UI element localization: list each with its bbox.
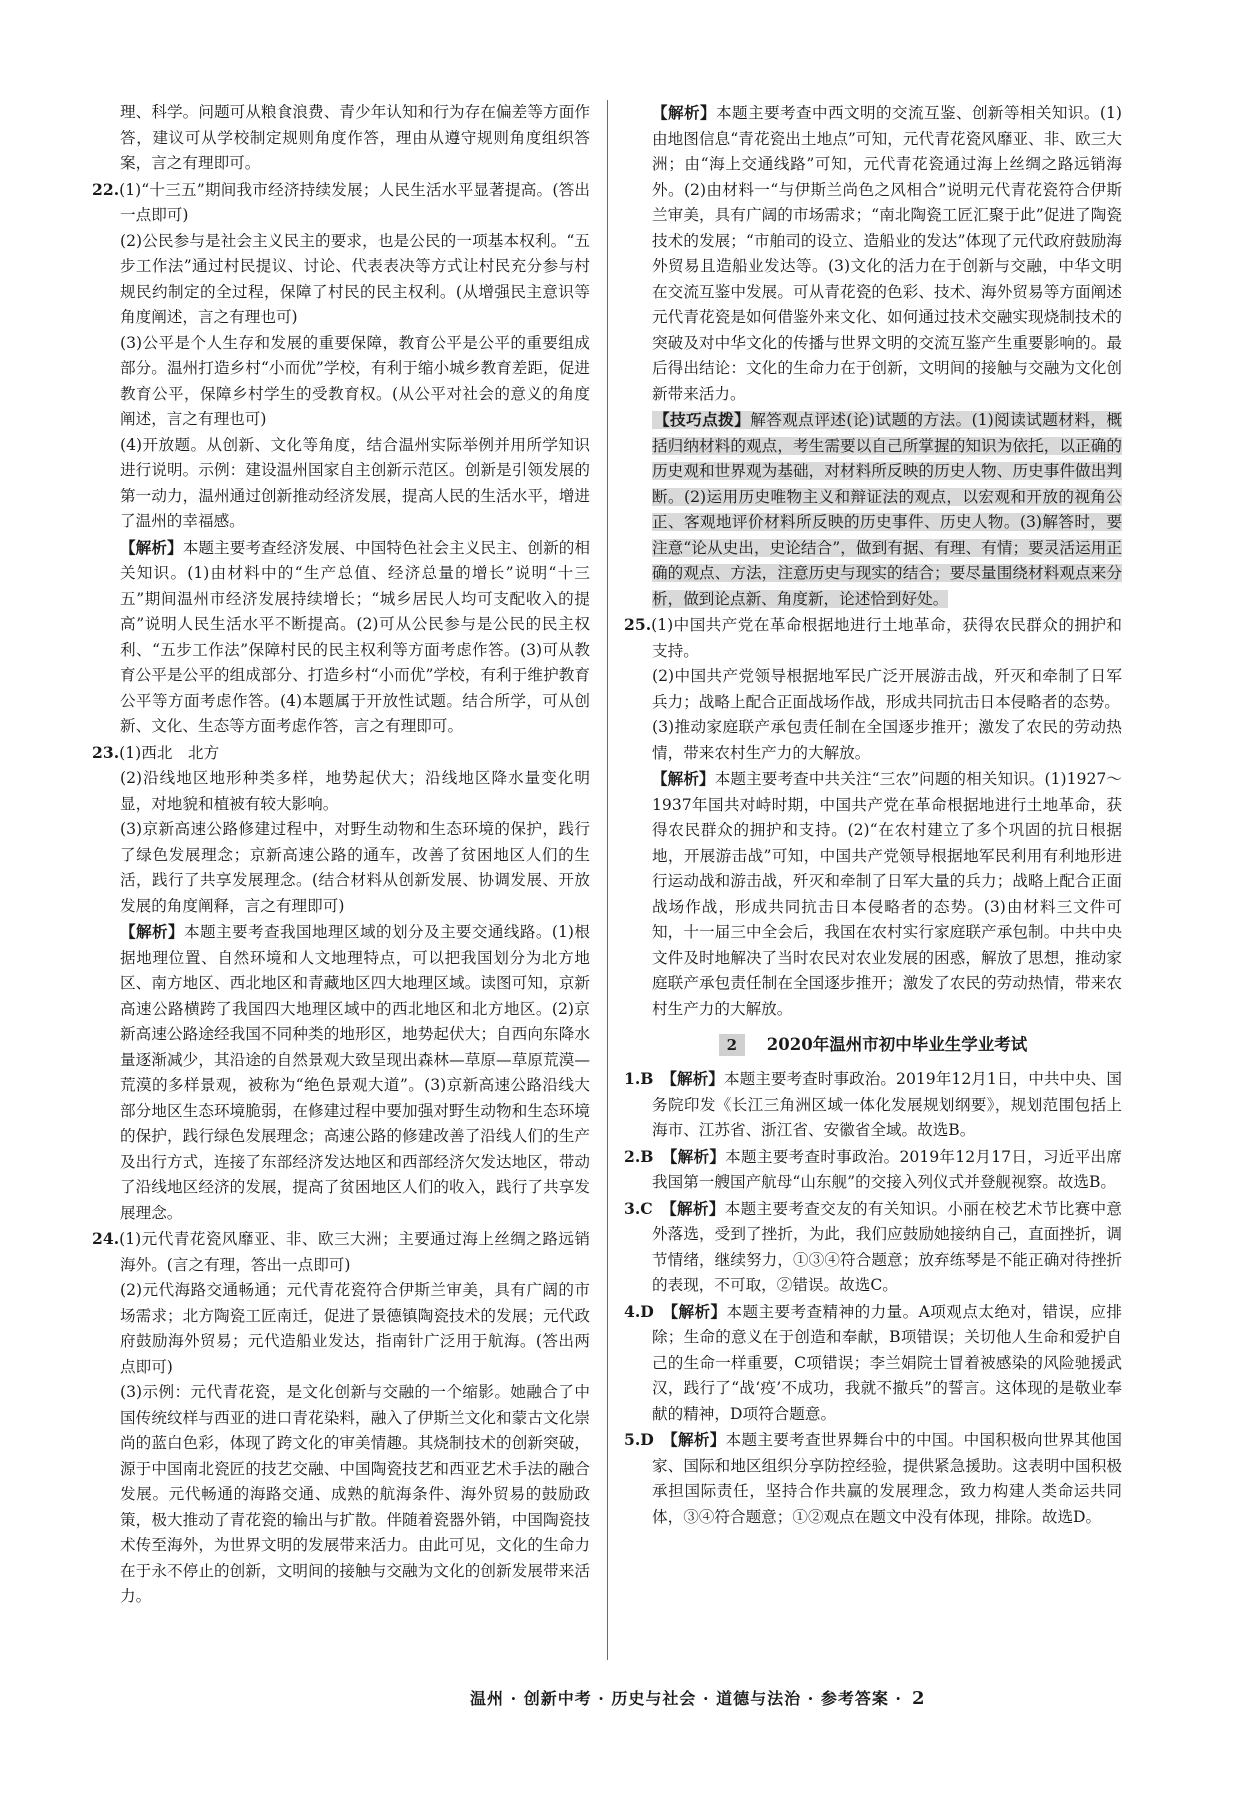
analysis-tag: 【解析】 [669, 1069, 724, 1088]
answer-text: (3)推动家庭联产承包责任制在全国逐步推开；激发了农民的劳动热情，带来农村生产力的大解放。 [652, 718, 1122, 762]
column-divider [607, 100, 608, 1660]
question-25 [624, 612, 1122, 1022]
analysis-text: 本题主要考查时事政治。2019年12月1日，中共中央、国务院印发《长江三角洲区域一体化发展规划纲要》，规划范围包括上海市、江苏省、浙江省、安徽省全域。故选B。 [652, 1070, 1122, 1139]
question-number: 4. [624, 1301, 641, 1321]
analysis-text: 本题主要考查世界舞台中的中国。中国积极向世界其他国家、国际和地区组织分享防控经验，提供紧急援助。这表明中国积极承担国际责任，坚持合作共赢的发展理念，致力构建人类命运共同体，③④符合题意；①②观点在题文中没有体现，排除。故选D。 [652, 1431, 1122, 1526]
question-number: 2. [624, 1146, 641, 1166]
answer-text: (1)“十三五”期间我市经济持续发展；人民生活水平显著提高。(答出一点即可) [119, 180, 590, 224]
answer-text: (3)京新高速公路修建过程中，对野生动物和生态环境的保护，践行了绿色发展理念；京新高速公路的通车，改善了贫困地区人们的生活，践行了共享发展理念。(结合材料从创新发展、协调发展、开放发展的角度阐释，言之有理即可) [120, 820, 590, 915]
page-footer [470, 1686, 926, 1709]
footer-text: 温州 · 创新中考 · 历史与社会 · 道德与法治 · 参考答案 · [470, 1689, 902, 1708]
analysis-text: 本题主要考查我国地理区域的划分及主要交通线路。(1)根据地理位置、自然环境和人文地理特点，可以把我国划分为北方地区、南方地区、西北地区和青藏地区四大地理区域。读图可知，京新高速公路横跨了我国四大地理区域中的西北地区和北方地区。(2)京新高速公路途经我国不同种类的地形区，地势起伏大；自西向东降水量逐渐减少，其沿途的自然景观大致呈现出森林—草原—草原荒漠—荒漠的多样景观，被称为“绝色景观大道”。(3)京新高速公路沿线大部分地区生态环境脆弱，在修建过程中要加强对野生动物和生态环境的保护，践行绿色发展理念；高速公路的修建改善了沿线人们的生产及出行方式，连接了东部经济发达地区和西部经济欠发达地区，带动了沿线地区经济的发展，提高了贫困地区人们的收入，践行了共享发展理念。 [120, 923, 590, 1222]
answer-3 [624, 1196, 1122, 1299]
question-number: 24. [92, 1229, 120, 1248]
section-number-badge: 2 [719, 1034, 745, 1056]
question-23 [92, 740, 590, 1227]
answer-text: (2)沿线地区地形种类多样，地势起伏大；沿线地区降水量变化明显，对地貌和植被有较大影响。 [120, 769, 590, 813]
answer-text: (2)公民参与是社会主义民主的要求，也是公民的一项基本权利。“五步工作法”通过村民提议、讨论、代表表决等方式让村民充分参与村规民约制定的全过程，保障了村民的民主权利。(从增强民主意识等角度阐述，言之有理也可) [120, 231, 590, 326]
answer-1 [624, 1066, 1122, 1144]
analysis-tag: 【解析】 [120, 922, 184, 941]
answer-text: (1)中国共产党在革命根据地进行土地革命，获得农民群众的拥护和支持。 [651, 616, 1122, 660]
answer-text: (1)元代青花瓷风靡亚、非、欧三大洲；主要通过海上丝绸之路远销海外。(言之有理，答出一点即可) [119, 1230, 590, 1274]
paragraph-continued: 理、科学。问题可从粮食浪费、青少年认知和行为存在偏差等方面作答，建议可从学校制定规则角度作答，理由从遵守规则角度组织答案，言之有理即可。 [120, 103, 590, 172]
question-number: 1. [624, 1069, 641, 1088]
answer-4 [624, 1299, 1122, 1428]
page-number: 2 [912, 1688, 926, 1709]
question-22 [92, 177, 590, 740]
question-number: 25. [624, 615, 652, 634]
right-column [624, 100, 1122, 1530]
question-number: 5. [624, 1430, 641, 1449]
answer-text: (3)公平是个人生存和发展的重要保障，教育公平是公平的重要组成部分。温州打造乡村“小而优”学校，有利于缩小城乡教育差距，促进教育公平，保障乡村学生的受教育权。(从公平对社会的意义的角度阐述，言之有理也可) [120, 333, 590, 428]
tip-block [652, 411, 1122, 608]
question-number: 22. [92, 179, 120, 199]
answer-text: (2)中国共产党领导根据地军民广泛开展游击战，歼灭和牵制了日军兵力；战略上配合正面战场作战，形成共同抗击日本侵略者的态势。 [652, 667, 1122, 711]
analysis-tag: 【解析】 [652, 769, 715, 788]
answer-text: (4)开放题。从创新、文化等角度，结合温州实际举例并用所学知识进行说明。示例：建设温州国家自主创新示范区。创新是引领发展的第一动力，温州通过创新推动经济发展，提高人民的生活水平，增进了温州的幸福感。 [120, 435, 590, 530]
answer-5 [624, 1427, 1122, 1530]
answer-choice: B [640, 1069, 654, 1088]
analysis-tag: 【解析】 [670, 1301, 727, 1321]
answer-choice: D [640, 1301, 654, 1321]
question-number: 3. [624, 1198, 641, 1218]
answer-text: (2)元代海路交通畅通；元代青花瓷符合伊斯兰审美，具有广阔的市场需求；北方陶瓷工匠南迁，促进了景德镇陶瓷技术的发展；元代政府鼓励海外贸易；元代造船业发达，指南针广泛用于航海。(答出两点即可) [120, 1281, 590, 1376]
answer-choice: D [640, 1430, 654, 1449]
answer-text: (3)示例：元代青花瓷，是文化创新与交融的一个缩影。她融合了中国传统纹样与西亚的进口青花染料，融入了伊斯兰文化和蒙古文化崇尚的蓝白色彩，体现了跨文化的审美情趣。其烧制技术的创新突破，源于中国南北瓷匠的技艺交融、中国陶瓷技艺和西亚艺术手法的融合发展。元代畅通的海路交通、成熟的航海条件、海外贸易的鼓励政策，极大推动了青花瓷的输出与扩散。伴随着瓷器外销，中国陶瓷技术传至海外，为世界文明的发展带来活力。由此可见，文化的生命力在于永不停止的创新，文明间的接触与交融为文化的创新发展带来活力。 [120, 1383, 590, 1605]
question-24 [92, 1226, 590, 1610]
analysis-tag: 【解析】 [120, 537, 183, 557]
question-number: 23. [92, 742, 120, 762]
analysis-tag: 【解析】 [652, 103, 716, 122]
answer-choice: C [640, 1198, 653, 1218]
analysis-text: 本题主要考查精神的力量。A项观点太绝对，错误，应排除；生命的意义在于创造和奉献，B项错误；关切他人生命和爱护自己的生命一样重要，C项错误；李兰娟院士冒着被感染的风险驰援武汉，践行了“战‘疫’不成功，我就不撤兵”的誓言。这体现的是敬业奉献的精神，D项符合题意。 [652, 1302, 1122, 1423]
tip-tag: 【技巧点拨】 [654, 410, 751, 429]
analysis-text: 本题主要考查时事政治。2019年12月17日，习近平出席我国第一艘国产航母“山东舰”的交接入列仪式并登舰视察。故选B。 [652, 1147, 1122, 1191]
analysis-tag: 【解析】 [669, 1146, 726, 1166]
analysis-tag: 【解析】 [669, 1430, 726, 1449]
analysis-tag: 【解析】 [668, 1198, 725, 1218]
answer-text: (1)西北 北方 [119, 743, 220, 762]
tip-text: 解答观点评述(论)试题的方法。(1)阅读试题材料，概括归纳材料的观点，考生需要以自己所掌握的知识为依托，以正确的历史观和世界观为基础，对材料所反映的历史人物、历史事件做出判断。(2)运用历史唯物主义和辩证法的观点，以宏观和开放的视角公正、客观地评价材料所反映的历史事件、历史人物。(3)解答时，要注意“论从史出，史论结合”，做到有据、有理、有情；要灵活运用正确的观点、方法，注意历史与现实的结合；要尽量围绕材料观点来分析，做到论点新、角度新，论述恰到好处。 [652, 411, 1122, 608]
analysis-text: 本题主要考查中共关注“三农”问题的相关知识。(1)1927～1937年国共对峙时期，中国共产党在革命根据地进行土地革命，获得农民群众的拥护和支持。(2)“在农村建立了多个巩固的抗日根据地，开展游击战”可知，中国共产党领导根据地军民利用有利地形进行运动战和游击战，歼灭和牵制了日军大量的兵力；战略上配合正面战场作战，形成共同抗击日本侵略者的态势。(3)由材料三文件可知，十一届三中全会后，我国在农村实行家庭联产承包制。中共中央文件及时地解决了当时农民对农业发展的困惑，解放了思想，推动家庭联产承包责任制在全国逐步推开；激发了农民的劳动热情，带来农村生产力的大解放。 [652, 770, 1122, 1018]
left-column [92, 100, 590, 1610]
section-heading [624, 1032, 1122, 1058]
answer-2 [624, 1144, 1122, 1196]
analysis-text: 本题主要考查中西文明的交流互鉴、创新等相关知识。(1)由地图信息“青花瓷出土地点”可知，元代青花瓷风靡亚、非、欧三大洲；由“海上交通线路”可知，元代青花瓷通过海上丝绸之路远销海外。(2)由材料一“与伊斯兰尚色之风相合”说明元代青花瓷符合伊斯兰审美，具有广阔的市场需求；“南北陶瓷工匠汇聚于此”促进了陶瓷技术的发展；“市舶司的设立、造船业的发达”体现了元代政府鼓励海外贸易且造船业发达等。(3)文化的活力在于创新与交融，中华文明在交流互鉴中发展。可从青花瓷的色彩、技术、海外贸易等方面阐述元代青花瓷是如何借鉴外来文化、如何通过技术交融实现烧制技术的突破及对中华文化的传播与世界文明的交流互鉴产生重要影响的。最后得出结论：文化的生命力在于创新，文明间的接触与交融为文化创新带来活力。 [652, 104, 1122, 403]
analysis-text: 本题主要考查经济发展、中国特色社会主义民主、创新的相关知识。(1)由材料中的“生产总值、经济总量的增长”说明“十三五”期间温州市经济发展持续增长；“城乡居民人均可支配收入的提高”说明人民生活水平不断提高。(2)可从公民参与是公民的民主权利、“五步工作法”保障村民的民主权利等方面考虑作答。(3)可从教育公平是公平的组成部分、打造乡村“小而优”学校，有利于维护教育公平等方面考虑作答。(4)本题属于开放性试题。结合所学，可从创新、文化、生态等方面考虑作答，言之有理即可。 [120, 538, 590, 735]
analysis-text: 本题主要考查交友的有关知识。小丽在校艺术节比赛中意外落选，受到了挫折，为此，我们应鼓励她接纳自己，直面挫折，调节情绪，继续努力，①③④符合题意；放弃练琴是不能正确对待挫折的表现，不可取，②错误。故选C。 [652, 1199, 1122, 1294]
section-title: 2020年温州市初中毕业生学业考试 [766, 1035, 1028, 1054]
answer-choice: B [640, 1146, 654, 1166]
